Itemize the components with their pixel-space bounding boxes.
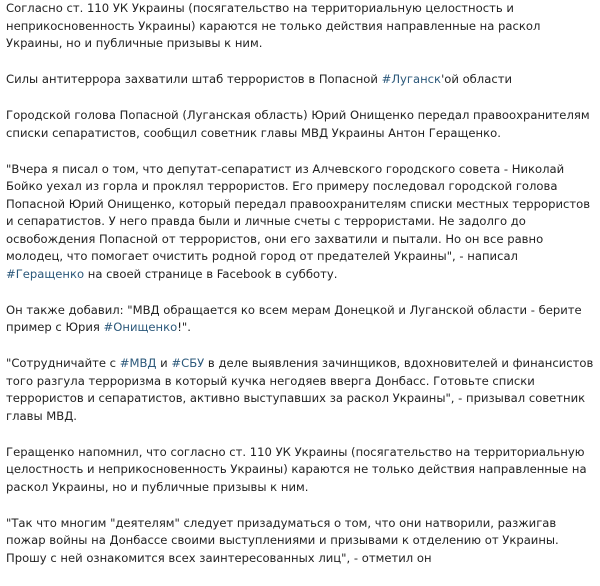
- paragraph-reminder: [6, 444, 596, 497]
- paragraph-text: "Так что многим "деятелям" следует призадуматься о том, что они натворили, разжигав пожар войны на Донбассе своими выступлениями и призывами к отделению от Украины. Прошу с ней ознакомится всех заинтересованных лиц", - отметил он: [6, 515, 559, 565]
- paragraph-cooperate: [6, 355, 596, 425]
- paragraph-text: !".: [177, 320, 191, 334]
- hashtag-sbu-link[interactable]: #СБУ: [171, 356, 205, 370]
- hashtag-lugansk-link[interactable]: #Луганск: [381, 72, 442, 86]
- paragraph-text: Силы антитеррора захватили штаб террористов в Попасной: [6, 72, 382, 86]
- paragraph-text: Он также добавил: "МВД обращается ко всем мерам Донецкой и Луганской области - берите пример с Юрия: [6, 302, 582, 334]
- paragraph-text: Согласно ст. 110 УК Украины (посягательство на территориальную целостность и неприкосновенность Украины) караются не только действия направленные на раскол Украины, но и публичные призывы к ним.: [6, 1, 541, 50]
- paragraph-appeal-mayors: [6, 302, 596, 337]
- paragraph-text: 'ой области: [441, 72, 512, 86]
- paragraph-text: "Сотрудничайте с: [6, 356, 120, 370]
- hashtag-gerashchenko-link[interactable]: #Геращенко: [6, 266, 85, 281]
- paragraph-headquarters-seized: [6, 71, 596, 89]
- paragraph-quote-gerashchenko: [6, 161, 596, 284]
- hashtag-onishchenko-link[interactable]: #Онищенко: [103, 320, 178, 334]
- paragraph-final-quote: [6, 515, 596, 568]
- paragraph-mayor-lists: [6, 107, 596, 142]
- paragraph-text: в деле выявления зачинщиков, вдохновителей и финансистов того разгула терроризма в который кучка негодяев вверга Донбасс. Готовьте списки террористов и сепаратистов, активно выступавших за раскол Украины", - призывал советник главы МВД.: [6, 356, 594, 423]
- paragraph-text: и: [156, 356, 172, 370]
- paragraph-text: на своей странице в Facebook в субботу.: [84, 266, 338, 281]
- post-body: [6, 0, 596, 586]
- paragraph-text: "Вчера я писал о том, что депутат-сепаратист из Алчевского городского совета - Николай Бойко уехал из горла и проклял террористов. Его примеру последовал городской голова Попасной Юрий Онищенко, который передал правоохранителям списки местных террористов и сепаратистов. У него правда были и личные счеты с террористами. Не задолго до освобождения Попасной от террористов, они его захватили и пытали. Но он все равно молодец, что помогает очистить родной город от предателей Украины", - написал: [6, 161, 591, 263]
- hashtag-mvd-link[interactable]: #МВД: [119, 356, 157, 370]
- paragraph-text: Городской голова Попасной (Луганская область) Юрий Онищенко передал правоохранителям списки сепаратистов, сообщил советник главы МВД Украины Антон Геращенко.: [6, 108, 590, 140]
- paragraph-law-article: [6, 0, 596, 53]
- paragraph-text: Геращенко напомнил, что согласно ст. 110 УК Украины (посягательство на территориальную целостность и неприкосновенность Украины) караются не только действия направленные на раскол Украины, но и публичные призывы к ним.: [6, 444, 587, 494]
